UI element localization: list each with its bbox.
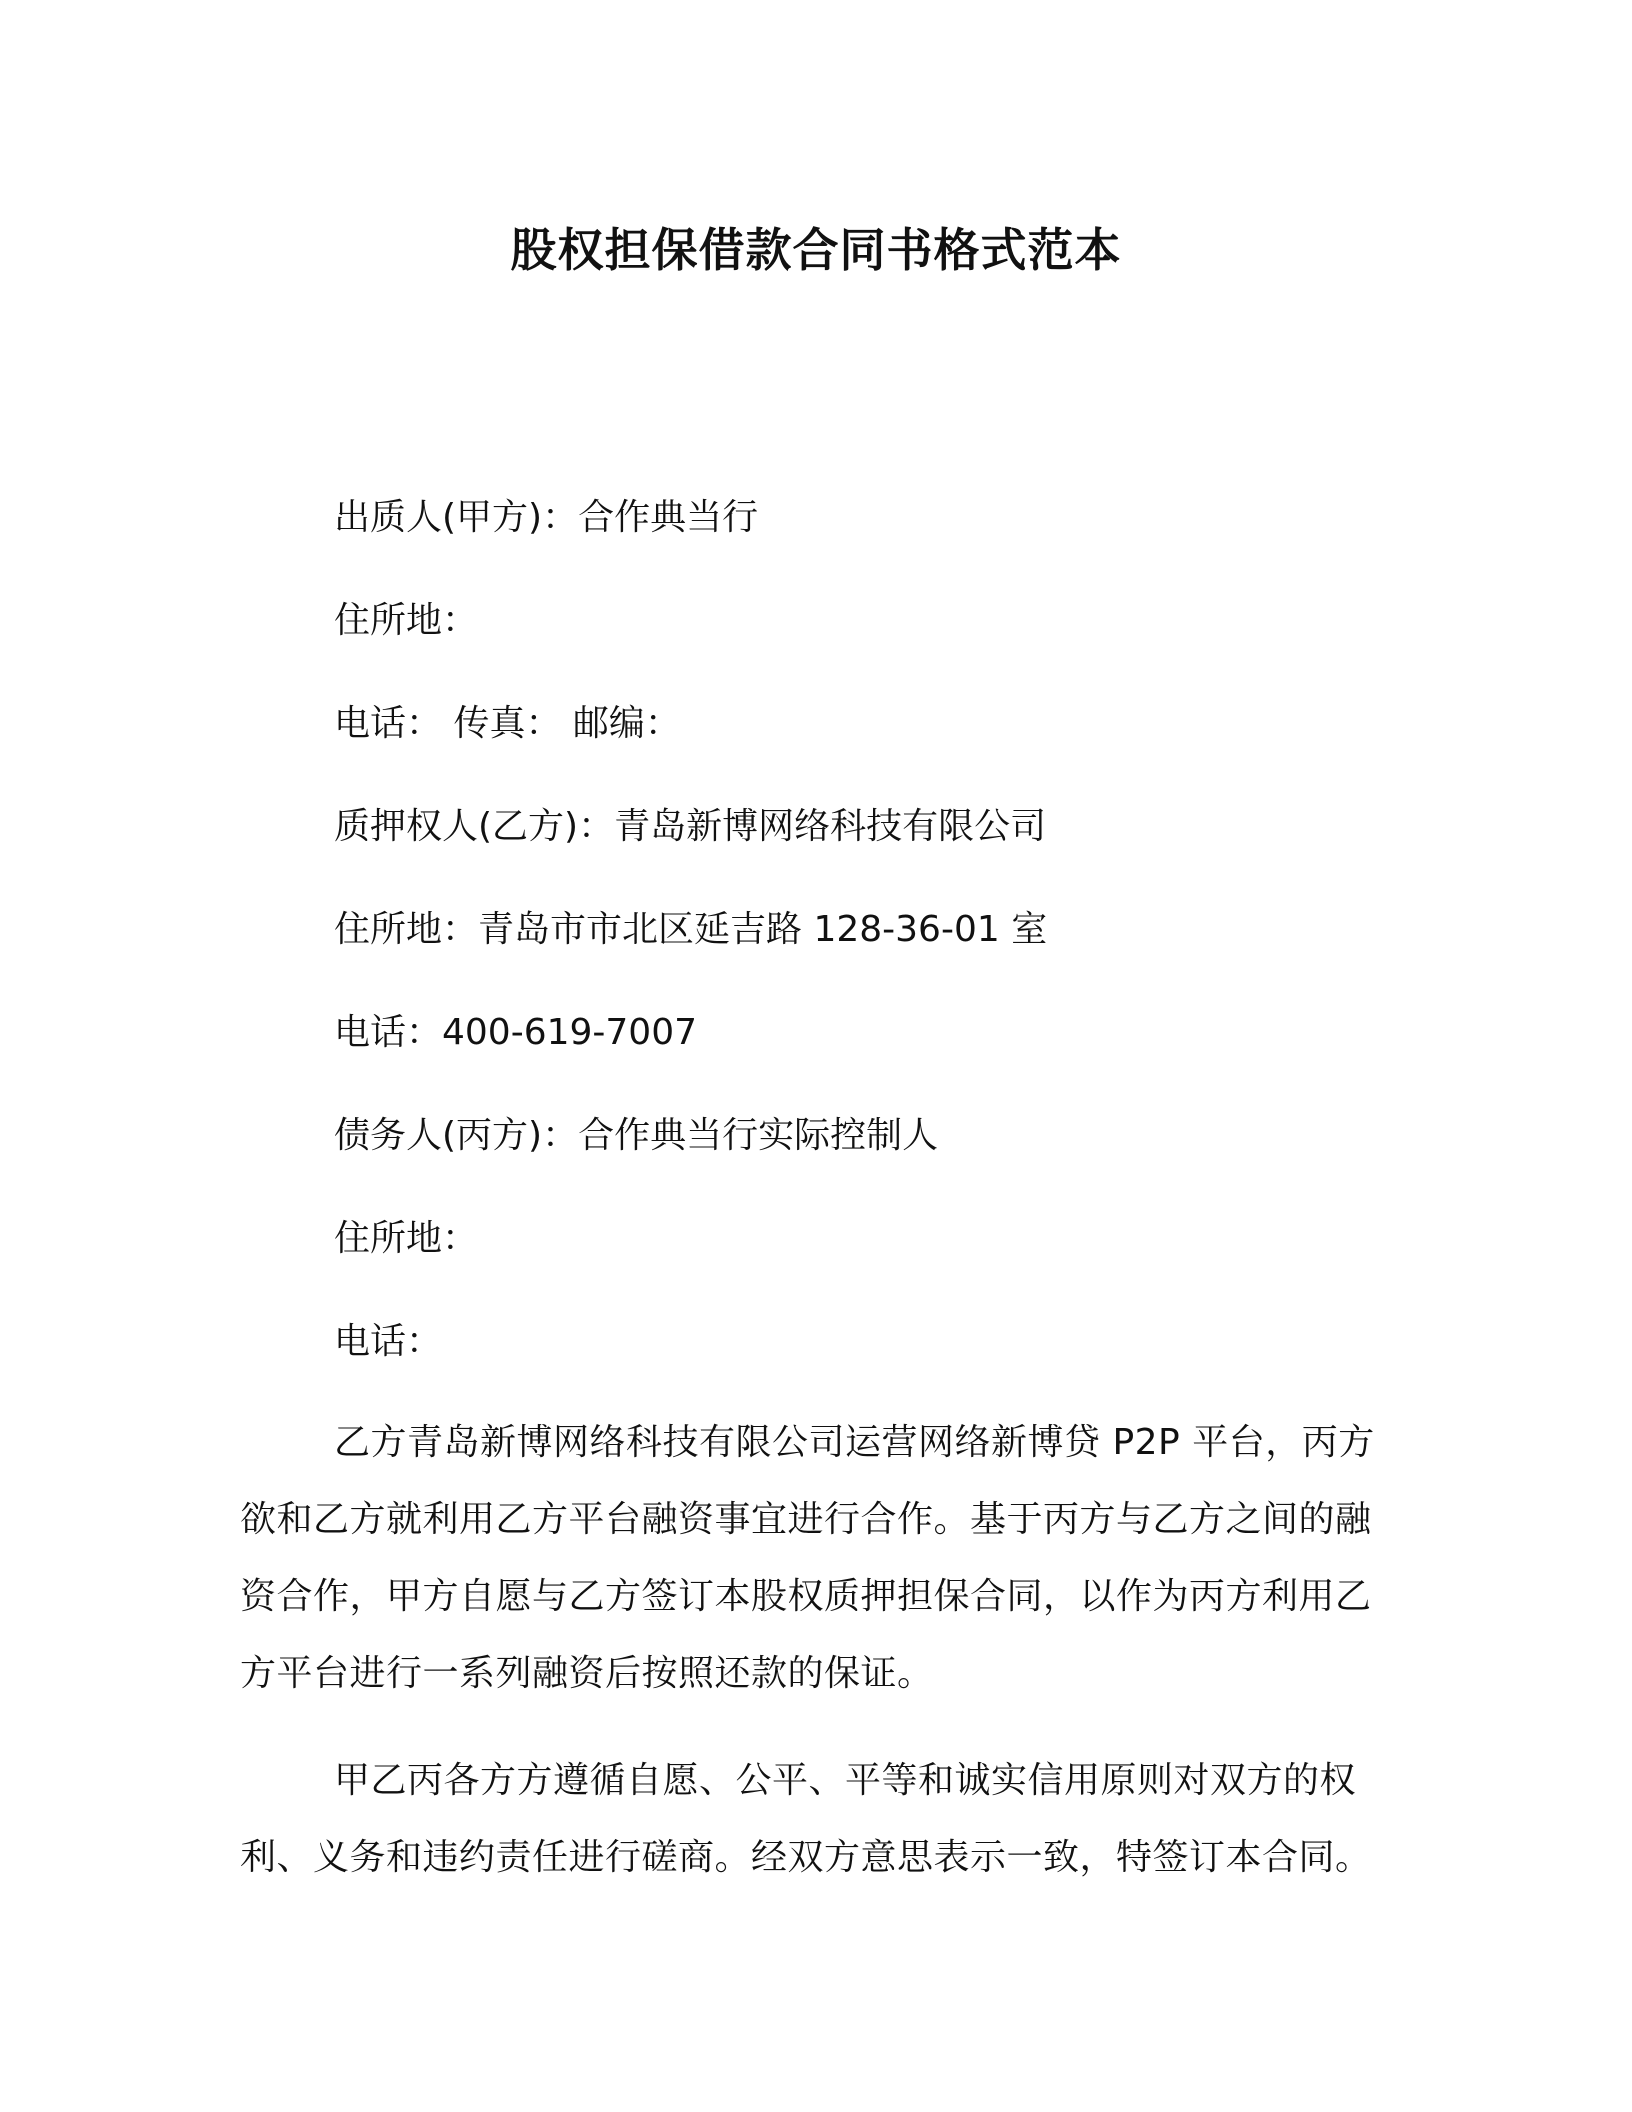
pledgee-phone-line: 电话：400-619-7007 xyxy=(334,1012,698,1053)
pledgor-contact-line: 电话： 传真： 邮编： xyxy=(334,703,681,744)
document-title: 股权担保借款合同书格式范本 xyxy=(510,223,1122,277)
debtor-line: 债务人(丙方)：合作典当行实际控制人 xyxy=(334,1115,939,1156)
pledgee-line: 质押权人(乙方)：青岛新博网络科技有限公司 xyxy=(334,806,1047,847)
pledgee-address-line: 住所地：青岛市市北区延吉路 128-36-01 室 xyxy=(334,909,1048,950)
pledgor-line: 出质人(甲方)：合作典当行 xyxy=(334,497,759,538)
debtor-phone-line: 电话： xyxy=(334,1321,443,1362)
debtor-address-line: 住所地： xyxy=(334,1218,479,1259)
paragraph-background: 乙方青岛新博网络科技有限公司运营网络新博贷 P2P 平台，丙方欲和乙方就利用乙方平台融资事宜进行合作。基于丙方与乙方之间的融资合作，甲方自愿与乙方签订本股权质押担保合同，以作为丙方利用乙方平台进行一系列融资后按照还款的保证。 xyxy=(240,1422,1375,1694)
paragraph-principles: 甲乙丙各方方遵循自愿、公平、平等和诚实信用原则对双方的权利、义务和违约责任进行磋商。经双方意思表示一致，特签订本合同。 xyxy=(240,1760,1372,1878)
pledgor-address-line: 住所地： xyxy=(334,600,479,641)
